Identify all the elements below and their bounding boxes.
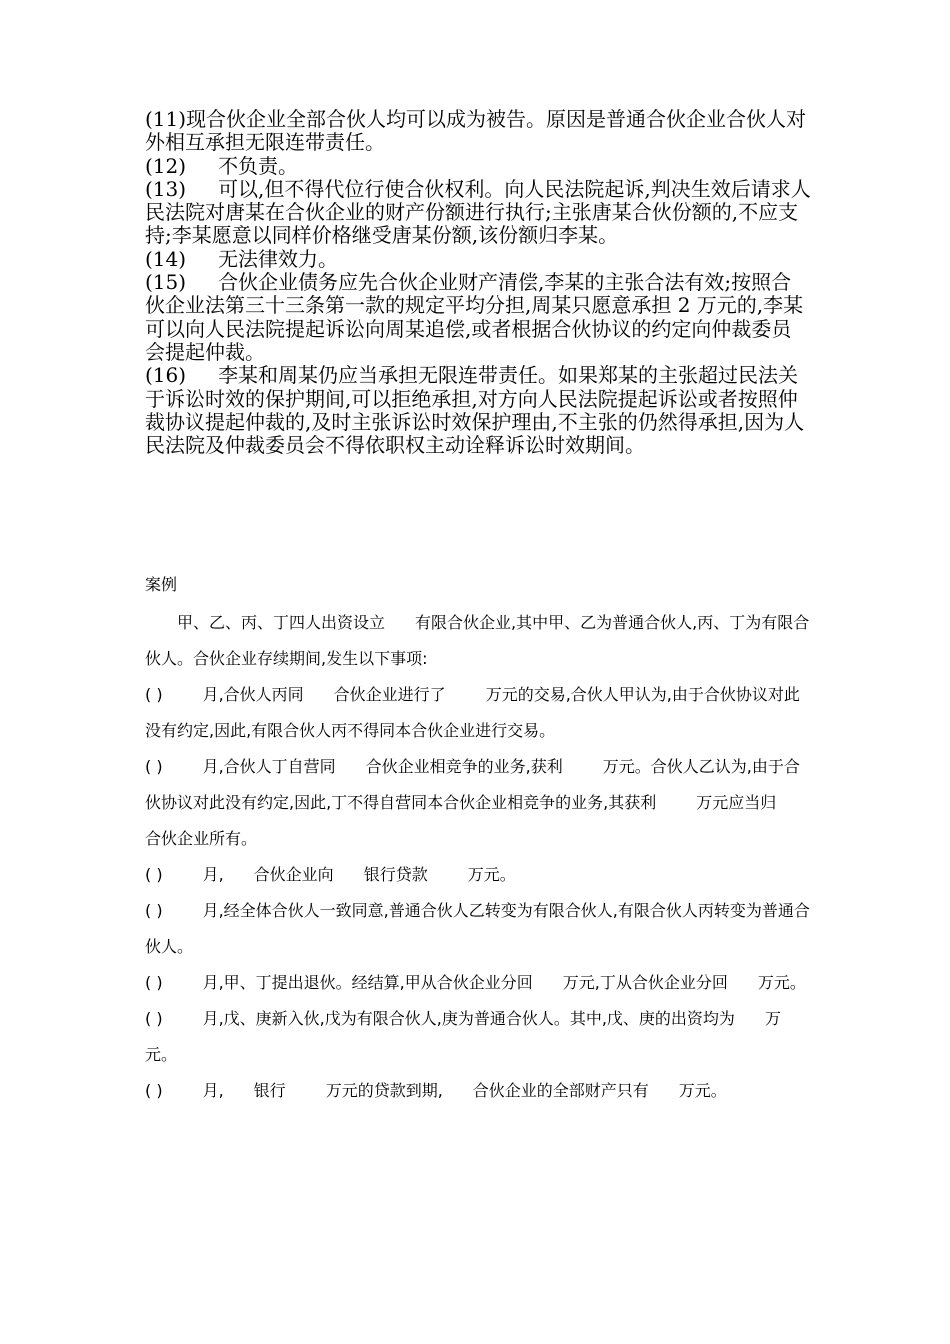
answers-section — [145, 108, 811, 457]
answer-number: (11) — [145, 107, 187, 131]
event-number: ( ) — [145, 901, 163, 921]
event-number: ( ) — [145, 865, 163, 885]
case-event-3: ( ) 月, 合伙企业向 银行贷款 万元。 — [145, 865, 516, 885]
answer-number: (14) — [145, 246, 187, 271]
answer-15 — [145, 271, 811, 364]
event-number: ( ) — [145, 973, 163, 993]
answer-text: 不负责。 — [218, 153, 299, 178]
event-number: ( ) — [145, 1081, 163, 1101]
case-event-7: ( ) 月, 银行 万元的贷款到期, 合伙企业的全部财产只有 万元。 — [145, 1081, 727, 1101]
event-number: ( ) — [145, 757, 163, 777]
case-event-4: ( ) 月,经全体合伙人一致同意,普通合伙人乙转变为有限合伙人,有限合伙人丙转变为普通合伙人。 — [145, 901, 810, 957]
answer-14 — [145, 248, 811, 271]
answer-text: 无法律效力。 — [218, 246, 339, 271]
answer-text: 李某和周某仍应当承担无限连带责任。如果郑某的主张超过民法关于诉讼时效的保护期间,可以拒绝承担,对方向人民法院提起诉讼或者按照仲裁协议提起仲裁的,及时主张诉讼时效保护理由,不主张的仍然得承担,因为人民法院及仲裁委员会不得依职权主动诠释诉讼时效期间。 — [145, 363, 805, 458]
case-title: 案例 — [145, 575, 178, 595]
event-number: ( ) — [145, 1009, 163, 1029]
answer-12 — [145, 155, 811, 178]
case-section — [145, 567, 811, 1109]
event-number: ( ) — [145, 685, 163, 705]
answer-text: 现合伙企业全部合伙人均可以成为被告。原因是普通合伙企业合伙人对外相互承担无限连带责任。 — [145, 107, 807, 155]
answer-number: (12) — [145, 153, 187, 178]
document-page — [145, 108, 811, 1109]
answer-text: 合伙企业债务应先合伙企业财产清偿,李某的主张合法有效;按照合伙企业法第三十三条第一款的规定平均分担,周某只愿意承担 2 万元的,李某可以向人民法院提起诉讼向周某追偿,或者根据合伙协议的约定向仲裁委员会提起仲裁。 — [145, 270, 804, 364]
case-event-2: ( ) 月,合伙人丁自营同 合伙企业相竞争的业务,获利 万元。合伙人乙认为,由于合伙协议对此没有约定,因此,丁不得自营同本合伙企业相竞争的业务,其获利 万元应当归合伙企业所有。 — [145, 757, 800, 849]
answer-11 — [145, 108, 811, 155]
case-intro: 甲、乙、丙、丁四人出资设立 有限合伙企业,其中甲、乙为普通合伙人,丙、丁为有限合伙人。合伙企业存续期间,发生以下事项: — [145, 613, 810, 669]
answer-number: (16) — [145, 363, 187, 388]
case-event-6: ( ) 月,戊、庚新入伙,戊为有限合伙人,庚为普通合伙人。其中,戊、庚的出资均为 万元。 — [145, 1009, 781, 1065]
answer-number: (15) — [145, 270, 187, 295]
case-event-5: ( ) 月,甲、丁提出退伙。经结算,甲从合伙企业分回 万元,丁从合伙企业分回 万元。 — [145, 973, 806, 993]
case-event-1: ( ) 月,合伙人丙同 合伙企业进行了 万元的交易,合伙人甲认为,由于合伙协议对此没有约定,因此,有限合伙人丙不得同本合伙企业进行交易。 — [145, 685, 800, 741]
answer-16 — [145, 364, 811, 457]
answer-number: (13) — [145, 176, 187, 201]
answer-text: 可以,但不得代位行使合伙权利。向人民法院起诉,判决生效后请求人民法院对唐某在合伙企业的财产份额进行执行;主张唐某合伙份额的,不应支持;李某愿意以同样价格继受唐某份额,该份额归李某。 — [145, 176, 811, 248]
answer-13 — [145, 178, 811, 248]
